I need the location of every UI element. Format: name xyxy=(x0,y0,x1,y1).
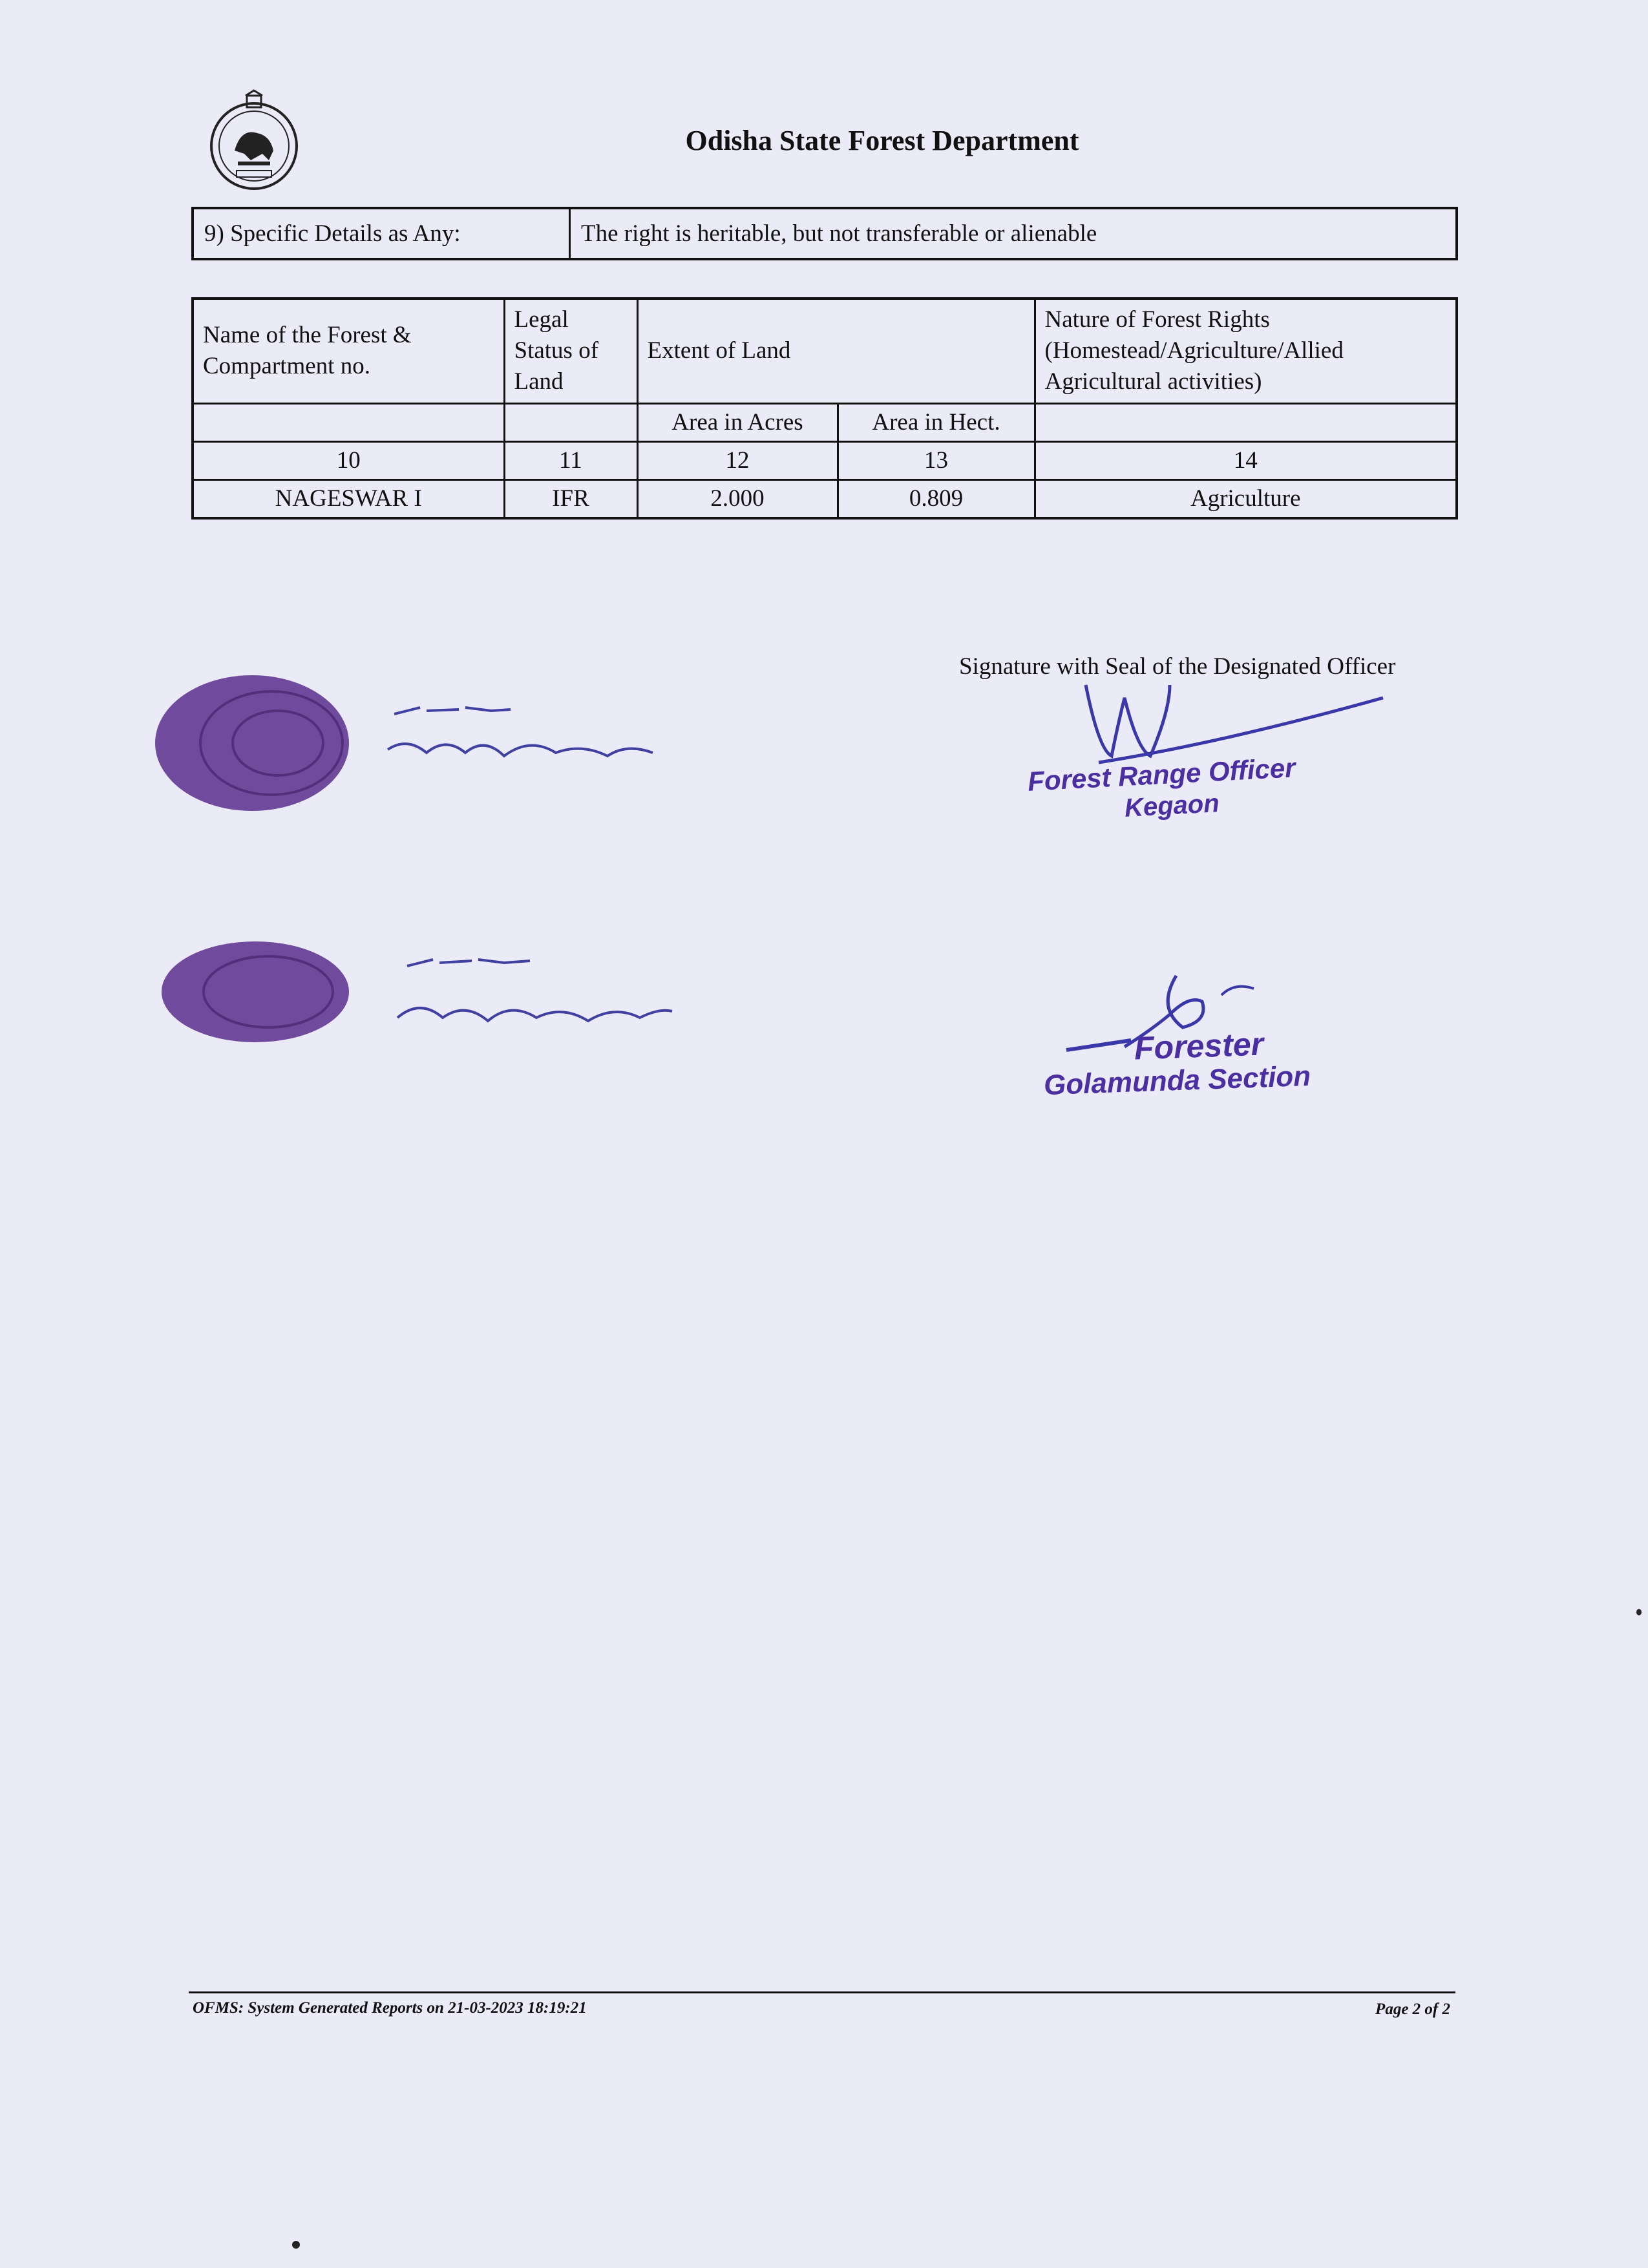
header-extent-of-land: Extent of Land xyxy=(637,299,1035,403)
column-number: 11 xyxy=(504,441,637,479)
thumb-impression-icon xyxy=(152,934,365,1050)
stray-mark xyxy=(1636,1609,1642,1615)
table-row xyxy=(193,479,1457,518)
nature-of-rights-cell: Agriculture xyxy=(1035,479,1457,518)
area-hect-cell: 0.809 xyxy=(838,479,1035,518)
header-forest-name: Name of the Forest & Compartment no. xyxy=(193,299,504,403)
forest-rights-table xyxy=(191,297,1458,520)
forester-stamp: Forester xyxy=(1134,1025,1264,1067)
header-legal-status: Legal Status of Land xyxy=(504,299,637,403)
signature-label: Signature with Seal of the Designated Officer xyxy=(959,653,1396,680)
column-number-row xyxy=(193,441,1457,479)
specific-details-value: The right is heritable, but not transferable or alienable xyxy=(570,208,1457,259)
handwritten-name-icon xyxy=(394,947,679,1044)
handwritten-name-icon xyxy=(381,698,666,782)
header-area-hect: Area in Hect. xyxy=(838,403,1035,441)
column-number: 13 xyxy=(838,441,1035,479)
footer-report-timestamp: OFMS: System Generated Reports on 21-03-2023 18:19:21 xyxy=(193,1999,587,2017)
column-number: 10 xyxy=(193,441,504,479)
forester-stamp-section: Golamunda Section xyxy=(1043,1060,1311,1102)
stray-mark xyxy=(292,2241,300,2249)
header-nature-of-rights: Nature of Forest Rights (Homestead/Agriculture/Allied Agricultural activities) xyxy=(1035,299,1457,403)
column-number: 14 xyxy=(1035,441,1457,479)
area-acres-cell: 2.000 xyxy=(637,479,838,518)
specific-details-label: 9) Specific Details as Any: xyxy=(193,208,570,259)
footer-page-number: Page 2 of 2 xyxy=(1375,2000,1450,2018)
thumb-impression-icon xyxy=(142,666,375,821)
range-officer-stamp-location: Kegaon xyxy=(1123,789,1220,823)
forest-name-cell: NAGESWAR I xyxy=(193,479,504,518)
specific-details-table xyxy=(191,207,1458,260)
subheader-empty xyxy=(1035,403,1457,441)
subheader-empty xyxy=(504,403,637,441)
range-officer-stamp: Forest Range Officer xyxy=(1027,752,1296,797)
subheader-empty xyxy=(193,403,504,441)
header-area-acres: Area in Acres xyxy=(637,403,838,441)
column-number: 12 xyxy=(637,441,838,479)
page-title: Odisha State Forest Department xyxy=(685,125,1079,156)
legal-status-cell: IFR xyxy=(504,479,637,518)
footer-divider xyxy=(189,1991,1455,1993)
